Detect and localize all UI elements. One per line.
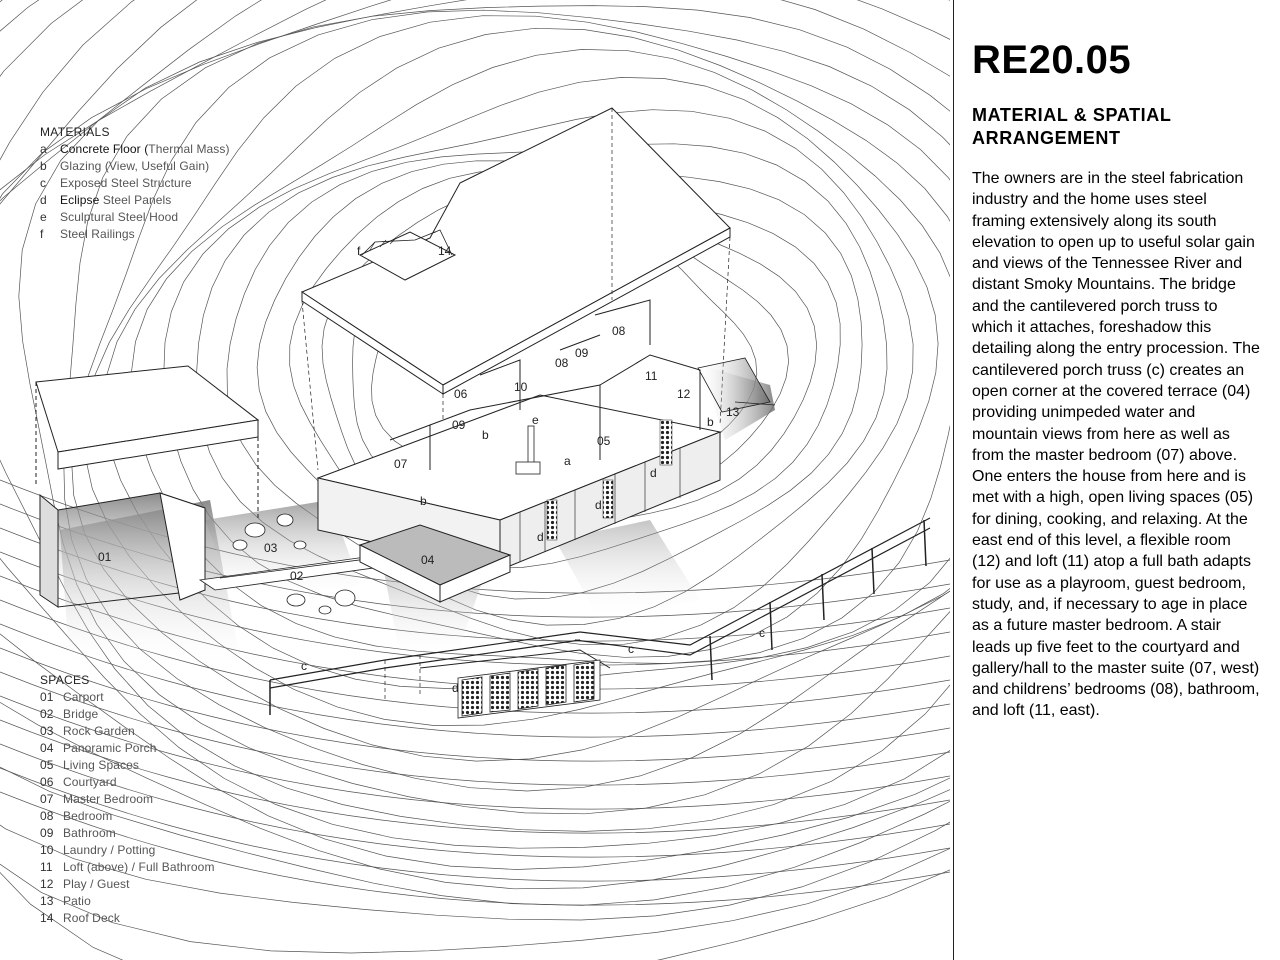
space-item — [40, 740, 215, 757]
label-laundry: 10 — [514, 380, 528, 394]
material-key: a — [40, 142, 47, 156]
materials-legend — [40, 124, 230, 243]
material-label: Steel Railings — [60, 227, 135, 241]
material-label: Steel Panels — [99, 193, 172, 207]
spaces-heading: SPACES — [40, 673, 90, 687]
label-mat-d1: d — [537, 530, 544, 544]
label-bridge: 02 — [290, 569, 304, 583]
label-porch: 04 — [421, 553, 435, 567]
label-mat-d3: d — [650, 466, 657, 480]
label-mat-c2: c — [628, 642, 634, 656]
material-label: Thermal Mass) — [148, 142, 230, 156]
space-item — [40, 757, 215, 774]
material-item — [40, 192, 230, 209]
space-item — [40, 689, 215, 706]
sheet-number: RE20.05 — [972, 38, 1132, 82]
space-label: Bedroom — [63, 809, 113, 823]
material-item — [40, 209, 230, 226]
label-play: 12 — [677, 387, 691, 401]
material-item — [40, 226, 230, 243]
label-living: 05 — [597, 434, 611, 448]
space-label: Bathroom — [63, 826, 116, 840]
label-roof-deck: 14 — [438, 244, 452, 258]
space-label: Master Bedroom — [63, 792, 154, 806]
space-label: Panoramic Porch — [63, 741, 157, 755]
label-mat-a: a — [564, 454, 571, 468]
label-rock-garden: 03 — [264, 541, 278, 555]
space-label: Rock Garden — [63, 724, 135, 738]
spaces-legend — [40, 672, 215, 927]
space-item — [40, 774, 215, 791]
vertical-divider — [953, 0, 954, 960]
space-item — [40, 706, 215, 723]
label-loft: 11 — [645, 369, 658, 383]
space-label: Roof Deck — [63, 911, 120, 925]
label-mat-c1: c — [301, 659, 307, 673]
space-number: 10 — [40, 843, 54, 857]
label-patio: 13 — [726, 405, 740, 419]
label-mat-b1: b — [482, 428, 489, 442]
materials-list — [40, 141, 230, 243]
material-label: Sculptural Steel Hood — [60, 210, 179, 224]
space-item — [40, 808, 215, 825]
material-key: c — [40, 176, 47, 190]
material-label-strong: Concrete Floor ( — [60, 142, 149, 156]
space-number: 01 — [40, 690, 54, 704]
space-label: Living Spaces — [63, 758, 140, 772]
material-label-strong: Eclipse — [60, 193, 100, 207]
label-mat-d4: d — [452, 681, 459, 695]
space-item — [40, 859, 215, 876]
material-label: Glazing (View, Useful Gain) — [60, 159, 210, 173]
spaces-list — [40, 689, 215, 927]
space-number: 02 — [40, 707, 54, 721]
label-mat-c3: c — [759, 626, 765, 640]
space-number: 07 — [40, 792, 54, 806]
material-key: e — [40, 210, 47, 224]
space-item — [40, 876, 215, 893]
label-mat-b3: b — [707, 415, 714, 429]
label-bedroom-b: 08 — [555, 356, 569, 370]
space-item — [40, 893, 215, 910]
space-number: 12 — [40, 877, 54, 891]
space-number: 03 — [40, 724, 54, 738]
sheet-description: The owners are in the steel fabrication industry and the home uses steel framing extensively along its south elevation to open up to useful solar gain and views of the Tennessee River and distant Smoky Mountains. The bridge and the cantilevered porch truss to which it attaches, foreshadow this detailing along the entry procession. The cantilevered porch truss (c) creates an open corner at the covered terrace (04) providing unimpeded water and mountain views from here as well as from the master bedroom (07) above. One enters the house from here and is met with a high, open living spaces (05) for dining, cooking, and relaxing. At the east end of this level, a flexible room (12) and loft (11) atop a full bath adapts for use as a playroom, guest bedroom, study, and, if necessary to age in place as a future master bedroom. A stair leads up five feet to the courtyard and gallery/hall to the master suite (07, west) and childrens’ bedrooms (08), bathroom, and loft (11, east). — [972, 170, 1260, 720]
sheet-title: MATERIAL & SPATIAL ARRANGEMENT — [972, 105, 1172, 148]
space-item — [40, 825, 215, 842]
space-item — [40, 723, 215, 740]
material-label: Exposed Steel Structure — [60, 176, 192, 190]
space-label: Bridge — [63, 707, 99, 721]
label-bath-a: 09 — [575, 346, 589, 360]
label-courtyard: 06 — [454, 387, 468, 401]
space-number: 13 — [40, 894, 54, 908]
space-label: Patio — [63, 894, 91, 908]
space-number: 14 — [40, 911, 54, 925]
label-mat-d2: d — [595, 498, 602, 512]
label-carport: 01 — [98, 550, 112, 564]
space-item — [40, 910, 215, 927]
sheet-sidebar — [972, 36, 1262, 722]
space-label: Carport — [63, 690, 104, 704]
label-bath-b: 09 — [452, 418, 466, 432]
space-number: 06 — [40, 775, 54, 789]
material-key: f — [40, 227, 44, 241]
space-number: 08 — [40, 809, 54, 823]
material-key: d — [40, 193, 47, 207]
space-number: 04 — [40, 741, 54, 755]
space-number: 11 — [40, 860, 53, 874]
label-mat-b2: b — [420, 494, 427, 508]
space-label: Play / Guest — [63, 877, 130, 891]
space-item — [40, 791, 215, 808]
label-mat-f: f — [357, 244, 361, 258]
material-item — [40, 158, 230, 175]
label-master: 07 — [394, 457, 408, 471]
space-number: 05 — [40, 758, 54, 772]
space-item — [40, 842, 215, 859]
label-bedroom-a: 08 — [612, 324, 626, 338]
material-item — [40, 175, 230, 192]
material-key: b — [40, 159, 47, 173]
label-mat-e: e — [532, 413, 539, 427]
space-number: 09 — [40, 826, 54, 840]
space-label: Loft (above) / Full Bathroom — [63, 860, 215, 874]
space-label: Courtyard — [63, 775, 117, 789]
space-label: Laundry / Potting — [63, 843, 156, 857]
materials-heading: MATERIALS — [40, 125, 110, 139]
material-item — [40, 141, 230, 158]
